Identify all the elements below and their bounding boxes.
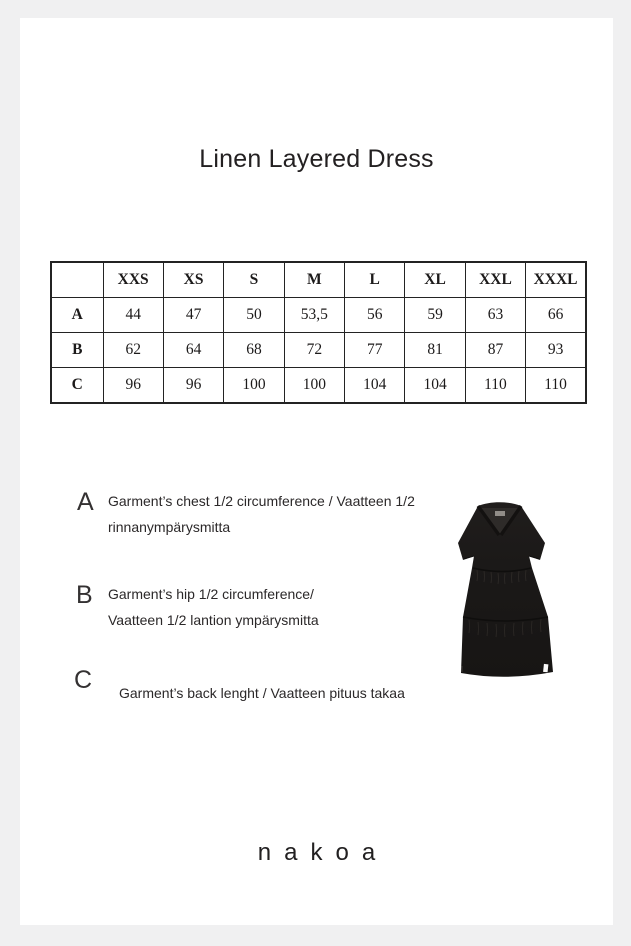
dress-product-photo <box>445 486 575 696</box>
measure-desc-a-line1: Garment’s chest 1/2 circumference / Vaatteen 1/2 <box>108 493 415 509</box>
measure-desc-b <box>108 581 319 633</box>
size-value-c-xxs: 96 <box>103 368 163 404</box>
size-value-c-xxl: 110 <box>465 368 525 404</box>
row-label-a: A <box>51 298 103 333</box>
size-value-a-s: 50 <box>224 298 284 333</box>
size-value-b-xs: 64 <box>163 333 223 368</box>
measure-label-b: B <box>76 581 93 609</box>
hem-tag <box>543 664 548 672</box>
measure-desc-b-line2: Vaatteen 1/2 lantion ympärysmitta <box>108 612 319 628</box>
size-value-a-m: 53,5 <box>284 298 344 333</box>
size-column-header-XXXL: XXXL <box>526 262 586 298</box>
size-value-a-xxl: 63 <box>465 298 525 333</box>
size-value-c-s: 100 <box>224 368 284 404</box>
size-value-b-m: 72 <box>284 333 344 368</box>
size-column-header-L: L <box>345 262 405 298</box>
size-chart-row-a <box>51 298 586 333</box>
measure-desc-c-line1: Garment’s back lenght / Vaatteen pituus takaa <box>119 685 405 701</box>
size-value-a-xxs: 44 <box>103 298 163 333</box>
measure-label-a: A <box>77 488 94 516</box>
size-value-c-xxxl: 110 <box>526 368 586 404</box>
size-value-b-s: 68 <box>224 333 284 368</box>
size-value-b-xl: 81 <box>405 333 465 368</box>
size-value-a-l: 56 <box>345 298 405 333</box>
size-chart-body <box>51 298 586 404</box>
measure-desc-a <box>108 488 415 540</box>
size-value-b-xxs: 62 <box>103 333 163 368</box>
size-chart-header <box>51 262 586 298</box>
size-value-c-l: 104 <box>345 368 405 404</box>
black-tiered-dress-illustration <box>445 486 575 696</box>
measure-desc-c <box>119 680 405 706</box>
product-title: Linen Layered Dress <box>199 145 434 173</box>
size-value-b-xxxl: 93 <box>526 333 586 368</box>
size-chart-header-row <box>51 262 586 298</box>
size-column-header-XL: XL <box>405 262 465 298</box>
size-column-header-XXL: XXL <box>465 262 525 298</box>
size-chart-corner-cell <box>51 262 103 298</box>
size-column-header-XS: XS <box>163 262 223 298</box>
size-value-b-l: 77 <box>345 333 405 368</box>
size-column-header-XXS: XXS <box>103 262 163 298</box>
size-value-a-xxxl: 66 <box>526 298 586 333</box>
size-chart-row-b <box>51 333 586 368</box>
size-guide-card <box>20 18 613 925</box>
size-value-c-m: 100 <box>284 368 344 404</box>
size-value-c-xl: 104 <box>405 368 465 404</box>
measure-desc-a-line2: rinnanympärysmitta <box>108 519 231 535</box>
size-chart-row-c <box>51 368 586 404</box>
size-value-b-xxl: 87 <box>465 333 525 368</box>
measure-desc-b-line1: Garment’s hip 1/2 circumference/ <box>108 586 314 602</box>
row-label-b: B <box>51 333 103 368</box>
measure-label-c: C <box>74 666 93 694</box>
size-chart-table <box>50 261 587 404</box>
size-value-a-xs: 47 <box>163 298 223 333</box>
size-value-c-xs: 96 <box>163 368 223 404</box>
row-label-c: C <box>51 368 103 404</box>
brand-logo: nakoa <box>257 839 389 866</box>
size-column-header-M: M <box>284 262 344 298</box>
size-column-header-S: S <box>224 262 284 298</box>
size-value-a-xl: 59 <box>405 298 465 333</box>
